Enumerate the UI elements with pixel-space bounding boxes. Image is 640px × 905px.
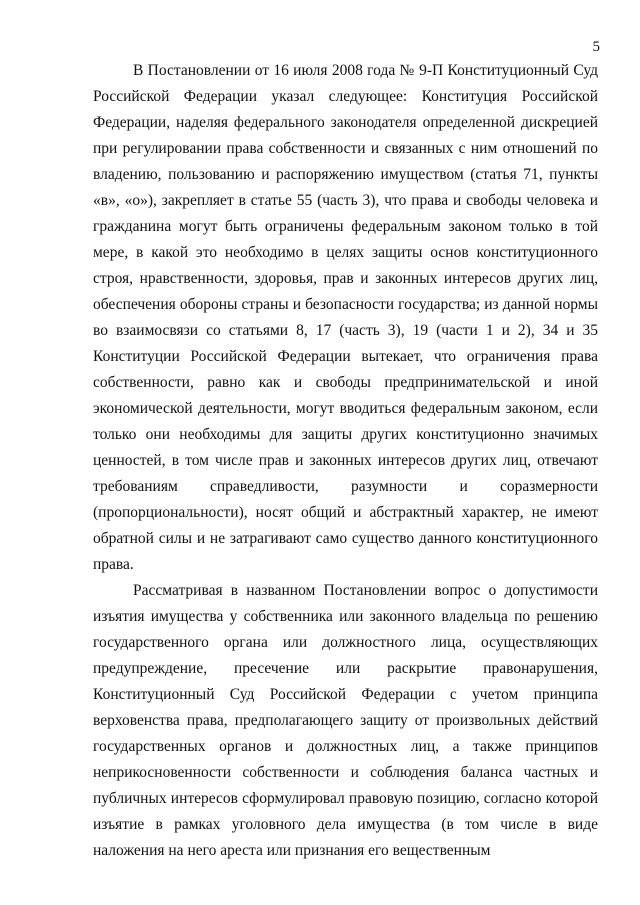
page-number: 5 [592,39,600,55]
document-body [93,58,598,864]
paragraph-1: В Постановлении от 16 июля 2008 года № 9-П Конституционный Суд Российской Федерации указал следующее: Конституция Российской Федерации, наделяя федерального законодателя определенной дискрецией при регулировании права собственности и связанных с ним отношений по владению, пользованию и распоряжению имуществом (статья 71, пункты «в», «о»), закрепляет в статье 55 (часть 3), что права и свободы человека и гражданина могут быть ограничены федеральным законом только в той мере, в какой это необходимо в целях защиты основ конституционного строя, нравственности, здоровья, прав и законных интересов других лиц, обеспечения обороны страны и безопасности государства; из данной нормы во взаимосвязи со статьями 8, 17 (часть 3), 19 (части 1 и 2), 34 и 35 Конституции Российской Федерации вытекает, что ограничения права собственности, равно как и свободы предпринимательской и иной экономической деятельности, могут вводиться федеральным законом, если только они необходимы для защиты других конституционно значимых ценностей, в том числе прав и законных интересов других лиц, отвечают требованиям справедливости, разумности и соразмерности (пропорциональности), носят общий и абстрактный характер, не имеют обратной силы и не затрагивают само существо данного конституционного права. [93,62,598,573]
paragraph-2: Рассматривая в названном Постановлении вопрос о допустимости изъятия имущества у собственника или законного владельца по решению государственного органа или должностного лица, осуществляющих предупреждение, пресечение или раскрытие правонарушения, Конституционный Суд Российской Федерации с учетом принципа верховенства права, предполагающего защиту от произвольных действий государственных органов и должностных лиц, а также принципов неприкосновенности собственности и соблюдения баланса частных и публичных интересов сформулировал правовую позицию, согласно которой изъятие в рамках уголовного дела имущества (в том числе в виде наложения на него ареста или признания его вещественным [93,582,598,859]
